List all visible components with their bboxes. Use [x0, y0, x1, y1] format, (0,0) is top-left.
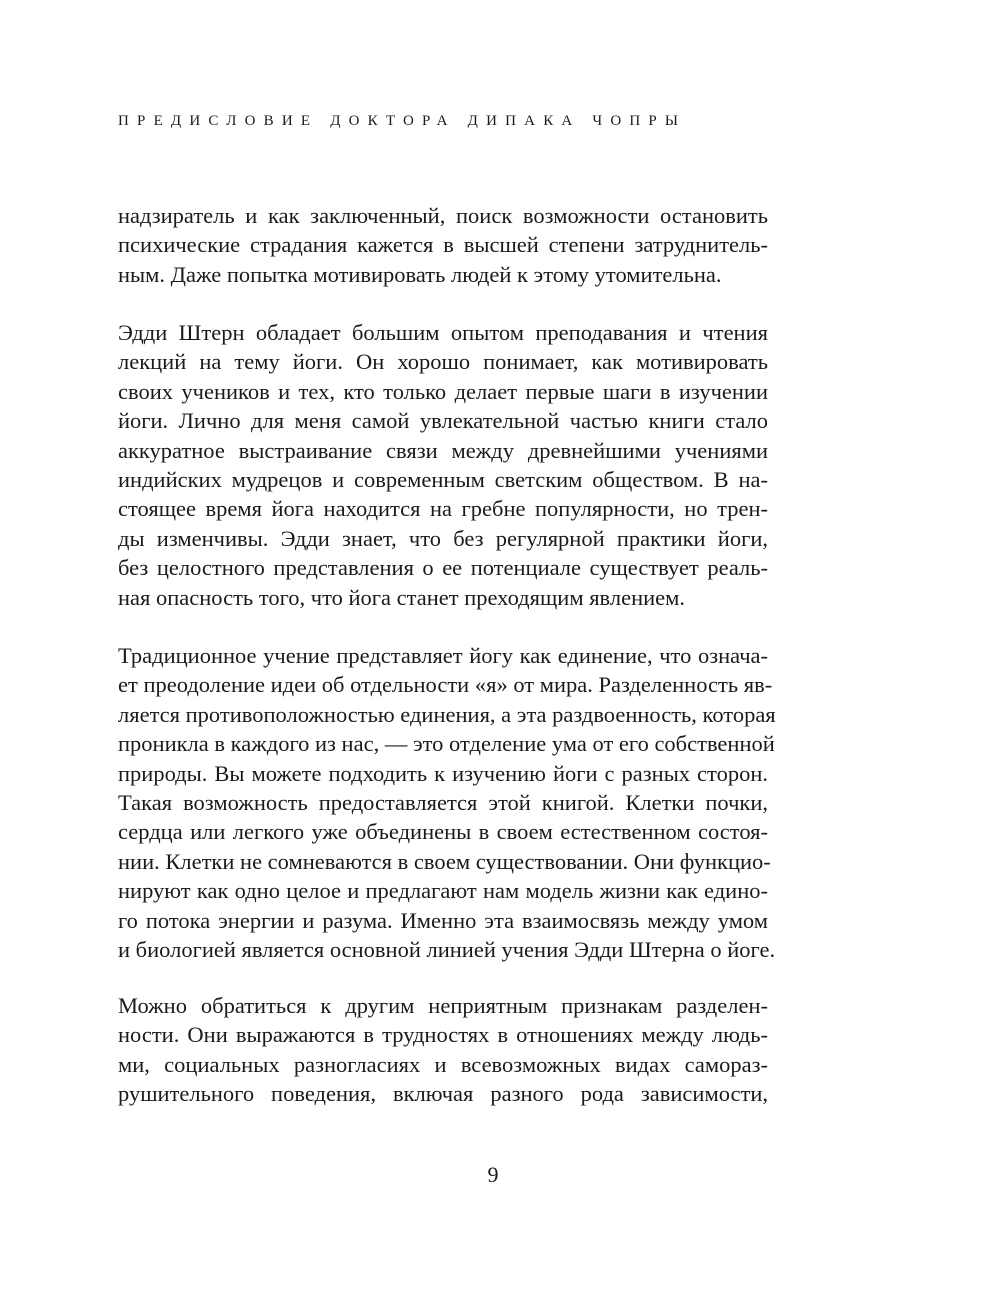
paragraph-2: [118, 318, 768, 612]
text-line: своих учеников и тех, кто только делает первые шаги в изучении: [118, 378, 768, 404]
text-line: аккуратное выстраивание связи между древнейшими учениями: [118, 437, 768, 463]
text-line: психические страдания кажется в высшей степени затруднитель-: [118, 232, 768, 258]
text-line: лекций на тему йоги. Он хорошо понимает, как мотивировать: [118, 349, 768, 375]
paragraph-4: [118, 991, 768, 1109]
text-line: Эдди Штерн обладает большим опытом преподавания и чтения: [118, 320, 768, 345]
text-line: ным. Даже попытка мотивировать людей к этому утомительна.: [118, 261, 722, 287]
text-line: ная опасность того, что йога станет преходящим явлением.: [118, 584, 686, 610]
text-line: нии. Клетки не сомневаются в своем существовании. Они функцио-: [118, 848, 771, 874]
text-line: надзиратель и как заключенный, поиск возможности остановить: [118, 203, 768, 228]
text-line: рушительного поведения, включая разного рода зависимости,: [118, 1081, 768, 1107]
text-line: природы. Вы можете подходить к изучению йоги с разных сторон.: [118, 760, 768, 786]
text-line: проникла в каждого из нас, — это отделение ума от его собственной: [118, 731, 775, 757]
text-line: стоящее время йога находится на гребне популярности, но трен-: [118, 496, 768, 522]
text-line: го потока энергии и разума. Именно эта взаимосвязь между умом: [118, 907, 768, 933]
text-line: ляется противоположностью единения, а эта раздвоенность, которая: [118, 701, 776, 727]
text-line: йоги. Лично для меня самой увлекательной частью книги стало: [118, 408, 768, 434]
text-line: Можно обратиться к другим неприятным признакам разделен-: [118, 993, 768, 1018]
text-line: ми, социальных разногласиях и всевозможных видах самораз-: [118, 1051, 768, 1077]
text-line: Традиционное учение представляет йогу как единение, что означа-: [118, 643, 768, 668]
text-line: нируют как одно целое и предлагают нам модель жизни как едино-: [118, 878, 768, 904]
text-line: ды изменчивы. Эдди знает, что без регулярной практики йоги,: [118, 525, 768, 551]
text-line: без целостного представления о ее потенциале существует реаль-: [118, 555, 768, 581]
page-number: 9: [487, 1162, 499, 1187]
text-line: ет преодоление идеи об отдельности «я» от мира. Разделенность яв-: [118, 672, 773, 698]
text-line: Такая возможность предоставляется этой книгой. Клетки почки,: [118, 789, 768, 815]
text-line: индийских мудрецов и современным светским обществом. В на-: [118, 466, 768, 492]
text-line: ности. Они выражаются в трудностях в отношениях между людь-: [118, 1022, 768, 1048]
paragraph-3: [118, 641, 776, 964]
paragraph-1: [118, 201, 768, 289]
running-header: ПРЕДИСЛОВИЕ ДОКТОРА ДИПАКА ЧОПРЫ: [118, 113, 687, 129]
text-line: и биологией является основной линией учения Эдди Штерна о йоге.: [118, 936, 776, 962]
text-line: сердца или легкого уже объединены в своем естественном состоя-: [118, 819, 768, 845]
